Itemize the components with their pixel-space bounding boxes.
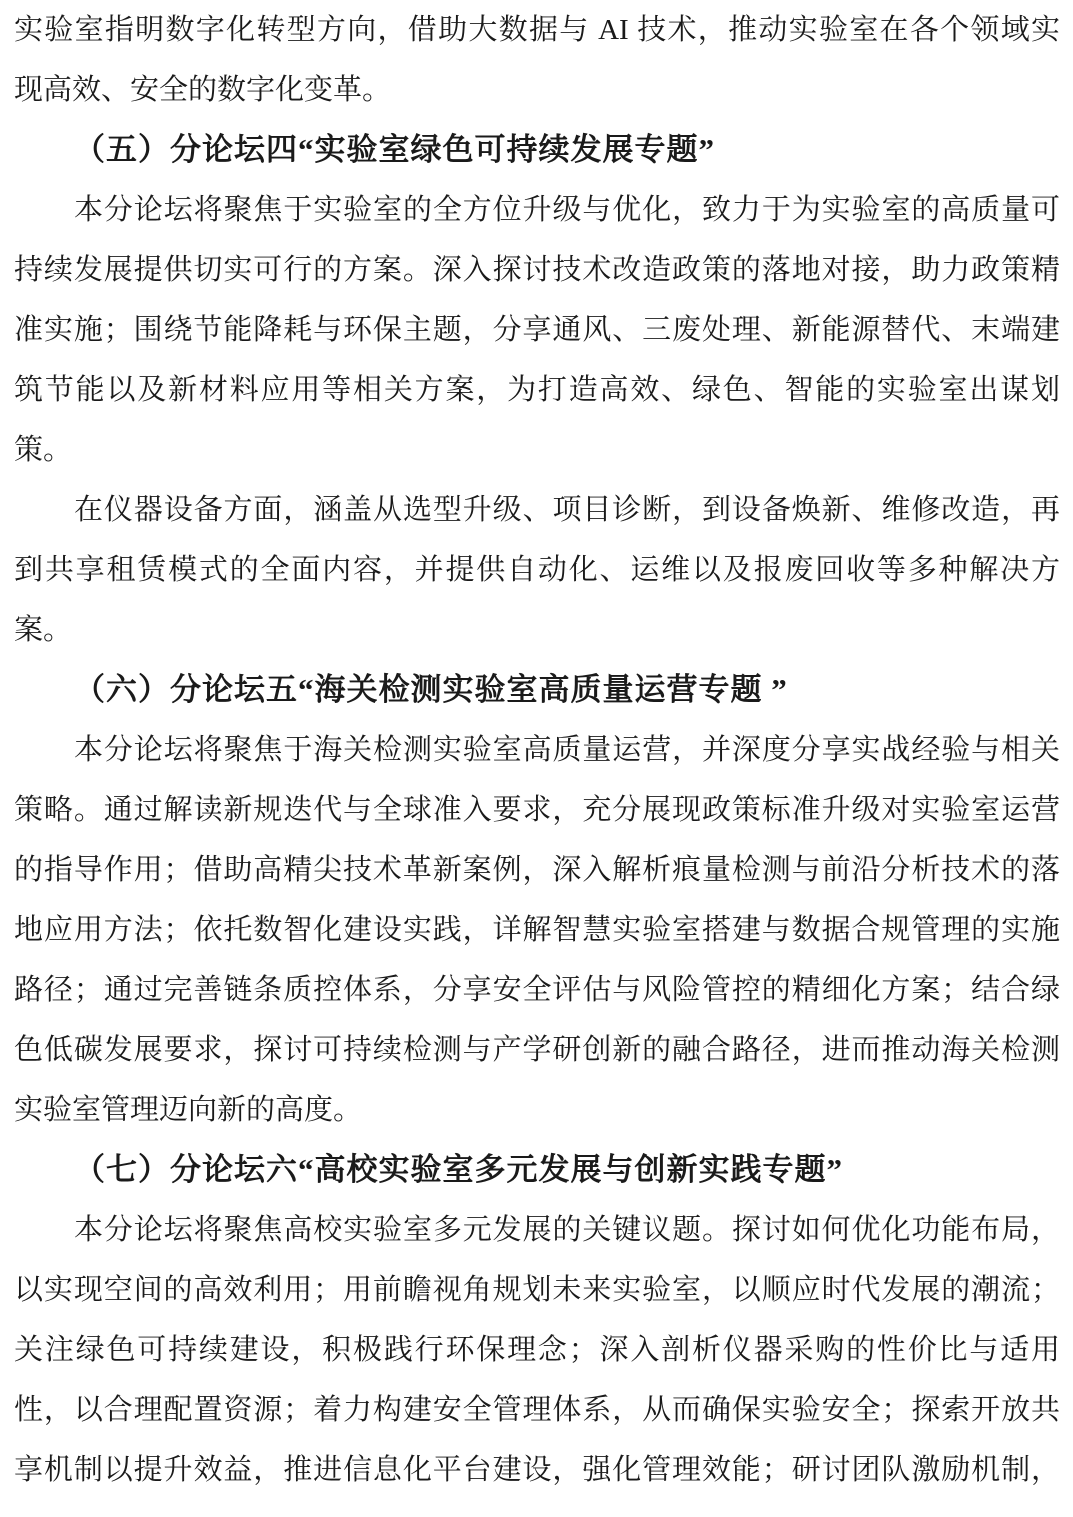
body-line: 享机制以提升效益，推进信息化平台建设，强化管理效能；研讨团队激励机制， — [14, 1454, 1060, 1486]
body-line: 关注绿色可持续建设，积极践行环保理念；深入剖析仪器采购的性价比与适用 — [14, 1334, 1060, 1366]
body-line: 的指导作用；借助高精尖技术革新案例，深入解析痕量检测与前沿分析技术的落 — [14, 854, 1060, 886]
body-line: 实验室指明数字化转型方向，借助大数据与 AI 技术，推动实验室在各个领域实 — [14, 14, 1060, 46]
body-line: 地应用方法；依托数智化建设实践，详解智慧实验室搭建与数据合规管理的实施 — [14, 914, 1060, 946]
body-line: 现高效、安全的数字化变革。 — [14, 74, 392, 106]
body-line: 本分论坛将聚焦高校实验室多元发展的关键议题。探讨如何优化功能布局， — [74, 1214, 1060, 1246]
body-line: 本分论坛将聚焦于实验室的全方位升级与优化，致力于为实验室的高质量可 — [74, 194, 1060, 226]
section-heading-7: （七）分论坛六“高校实验室多元发展与创新实践专题” — [74, 1152, 843, 1187]
section-heading-5: （五）分论坛四“实验室绿色可持续发展专题” — [74, 132, 715, 167]
body-line: 色低碳发展要求，探讨可持续检测与产学研创新的融合路径，进而推动海关检测 — [14, 1034, 1060, 1066]
body-line: 在仪器设备方面，涵盖从选型升级、项目诊断，到设备焕新、维修改造，再 — [74, 494, 1060, 526]
body-line: 实验室管理迈向新的高度。 — [14, 1094, 363, 1126]
body-line: 到共享租赁模式的全面内容，并提供自动化、运维以及报废回收等多种解决方 — [14, 554, 1060, 586]
section-heading-6: （六）分论坛五“海关检测实验室高质量运营专题 ” — [74, 672, 788, 707]
body-line: 持续发展提供切实可行的方案。深入探讨技术改造政策的落地对接，助力政策精 — [14, 254, 1060, 286]
body-line: 筑节能以及新材料应用等相关方案，为打造高效、绿色、智能的实验室出谋划 — [14, 374, 1060, 406]
body-line: 策略。通过解读新规迭代与全球准入要求，充分展现政策标准升级对实验室运营 — [14, 794, 1060, 826]
body-line: 案。 — [14, 614, 73, 646]
body-line: 准实施；围绕节能降耗与环保主题，分享通风、三废处理、新能源替代、末端建 — [14, 314, 1060, 346]
body-line: 以实现空间的高效利用；用前瞻视角规划未来实验室，以顺应时代发展的潮流； — [14, 1274, 1060, 1306]
body-line: 性，以合理配置资源；着力构建安全管理体系，从而确保实验安全；探索开放共 — [14, 1394, 1060, 1426]
body-line: 策。 — [14, 434, 73, 466]
body-line: 路径；通过完善链条质控体系，分享安全评估与风险管控的精细化方案；结合绿 — [14, 974, 1060, 1006]
body-line: 本分论坛将聚焦于海关检测实验室高质量运营，并深度分享实战经验与相关 — [74, 734, 1060, 766]
